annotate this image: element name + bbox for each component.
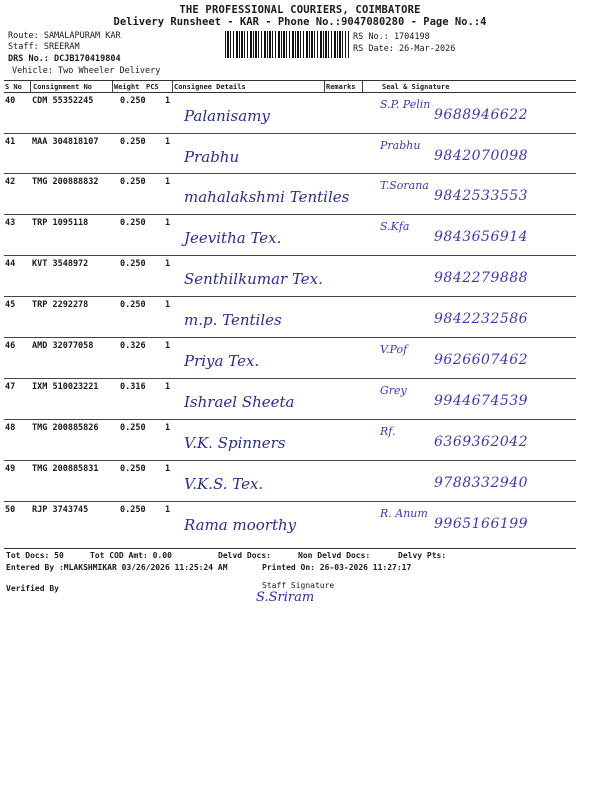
weight-value: 0.250 bbox=[120, 300, 146, 310]
consignment-number: TMG 200885831 bbox=[32, 464, 99, 474]
phone-number: 9842070098 bbox=[434, 148, 529, 164]
table-row bbox=[4, 256, 576, 297]
consignee-name: V.K.S. Tex. bbox=[184, 475, 264, 493]
phone-number: 9843656914 bbox=[434, 229, 529, 245]
pcs-value: 1 bbox=[165, 218, 171, 228]
consignee-name: Prabhu bbox=[184, 148, 240, 166]
consignment-number: TMG 200885826 bbox=[32, 423, 99, 433]
col-weight: Weight bbox=[114, 83, 140, 91]
weight-value: 0.250 bbox=[120, 177, 146, 187]
table-row bbox=[4, 338, 576, 379]
pcs-value: 1 bbox=[165, 137, 171, 147]
consignment-number: IXM 510023221 bbox=[32, 382, 99, 392]
table-row bbox=[4, 174, 576, 215]
weight-value: 0.326 bbox=[120, 341, 146, 351]
col-consignment: Consignment No bbox=[33, 83, 93, 91]
delivery-points: Delvy Pts: bbox=[398, 551, 447, 560]
col-seal: Seal & Signature bbox=[382, 83, 450, 91]
consignment-number: TMG 200888832 bbox=[32, 177, 99, 187]
table-row bbox=[4, 461, 576, 502]
signature: Prabhu bbox=[380, 139, 421, 152]
weight-value: 0.250 bbox=[120, 464, 146, 474]
table-row bbox=[4, 420, 576, 461]
non-delivered-docs: Non Delvd Docs: bbox=[298, 551, 371, 560]
staff-text: Staff: SREERAM bbox=[8, 42, 80, 52]
pcs-value: 1 bbox=[165, 505, 171, 515]
phone-number: 9788332940 bbox=[434, 475, 529, 491]
col-sno: S No bbox=[5, 83, 22, 91]
weight-value: 0.250 bbox=[120, 96, 146, 106]
weight-value: 0.250 bbox=[120, 137, 146, 147]
staff-signature: S.Sriram bbox=[256, 590, 315, 605]
pcs-value: 1 bbox=[165, 341, 171, 351]
staff-signature-label: Staff Signature bbox=[262, 581, 335, 590]
col-consignee: Consignee Details bbox=[174, 83, 246, 91]
phone-number: 9965166199 bbox=[434, 516, 529, 532]
phone-number: 9842279888 bbox=[434, 270, 529, 286]
delivered-docs: Delvd Docs: bbox=[218, 551, 271, 560]
serial-number: 45 bbox=[5, 300, 16, 310]
verified-by: Verified By bbox=[6, 584, 59, 593]
signature: S.P. Pelin bbox=[380, 98, 431, 111]
phone-number: 9842232586 bbox=[434, 311, 529, 327]
table-row bbox=[4, 93, 576, 134]
consignment-number: CDM 55352245 bbox=[32, 96, 94, 106]
signature: Rf. bbox=[380, 425, 396, 438]
pcs-value: 1 bbox=[165, 300, 171, 310]
total-docs: Tot Docs: 50 bbox=[6, 551, 64, 560]
col-remarks: Remarks bbox=[326, 83, 356, 91]
phone-number: 9688946622 bbox=[434, 107, 529, 123]
serial-number: 50 bbox=[5, 505, 16, 515]
table-row bbox=[4, 134, 576, 174]
phone-number: 6369362042 bbox=[434, 434, 529, 450]
weight-value: 0.250 bbox=[120, 423, 146, 433]
pcs-value: 1 bbox=[165, 96, 171, 106]
consignee-name: m.p. Tentiles bbox=[184, 311, 282, 329]
entered-by: Entered By :MLAKSHMIKAR 03/26/2026 11:25:24 AM bbox=[6, 563, 228, 572]
table-row bbox=[4, 502, 576, 550]
col-pcs: PCS bbox=[146, 83, 159, 91]
signature: R. Anum bbox=[380, 507, 428, 520]
signature: T.Sorana bbox=[380, 179, 429, 192]
consignee-name: Ishrael Sheeta bbox=[184, 393, 295, 411]
consignment-number: TRP 2292278 bbox=[32, 300, 89, 310]
weight-value: 0.316 bbox=[120, 382, 146, 392]
table-row bbox=[4, 379, 576, 420]
table-row bbox=[4, 215, 576, 256]
consignment-number: MAA 304818107 bbox=[32, 137, 99, 147]
table-header bbox=[4, 81, 576, 93]
total-cod: Tot COD Amt: 0.00 bbox=[90, 551, 172, 560]
phone-number: 9944674539 bbox=[434, 393, 529, 409]
serial-number: 49 bbox=[5, 464, 16, 474]
company-title: THE PROFESSIONAL COURIERS, COIMBATORE bbox=[179, 4, 421, 16]
serial-number: 43 bbox=[5, 218, 16, 228]
consignee-name: Palanisamy bbox=[184, 107, 270, 125]
pcs-value: 1 bbox=[165, 259, 171, 269]
signature: S.Kfa bbox=[380, 220, 410, 233]
printed-on: Printed On: 26-03-2026 11:27:17 bbox=[262, 563, 412, 572]
weight-value: 0.250 bbox=[120, 505, 146, 515]
phone-number: 9842533553 bbox=[434, 188, 529, 204]
pcs-value: 1 bbox=[165, 423, 171, 433]
pcs-value: 1 bbox=[165, 177, 171, 187]
signature: V.Pof bbox=[380, 343, 408, 356]
table-row bbox=[4, 297, 576, 338]
consignee-name: V.K. Spinners bbox=[184, 434, 286, 452]
barcode-image bbox=[225, 31, 349, 58]
serial-number: 44 bbox=[5, 259, 16, 269]
consignment-number: RJP 3743745 bbox=[32, 505, 89, 515]
runsheet-subtitle: Delivery Runsheet - KAR - Phone No.:9047080280 - Page No.:4 bbox=[113, 16, 487, 28]
consignee-name: Senthilkumar Tex. bbox=[184, 270, 323, 288]
rs-date: RS Date: 26-Mar-2026 bbox=[353, 44, 456, 54]
weight-value: 0.250 bbox=[120, 259, 146, 269]
consignment-number: KVT 3548972 bbox=[32, 259, 89, 269]
pcs-value: 1 bbox=[165, 382, 171, 392]
consignment-number: TRP 1095118 bbox=[32, 218, 89, 228]
serial-number: 42 bbox=[5, 177, 16, 187]
vehicle-text: Vehicle: Two Wheeler Delivery bbox=[12, 66, 161, 76]
consignment-number: AMD 32077058 bbox=[32, 341, 94, 351]
consignee-name: mahalakshmi Tentiles bbox=[184, 188, 350, 206]
weight-value: 0.250 bbox=[120, 218, 146, 228]
route-text: Route: SAMALAPURAM KAR bbox=[8, 31, 121, 41]
serial-number: 40 bbox=[5, 96, 16, 106]
serial-number: 48 bbox=[5, 423, 16, 433]
serial-number: 47 bbox=[5, 382, 16, 392]
phone-number: 9626607462 bbox=[434, 352, 529, 368]
consignee-name: Jeevitha Tex. bbox=[184, 229, 282, 247]
consignee-name: Priya Tex. bbox=[184, 352, 260, 370]
serial-number: 46 bbox=[5, 341, 16, 351]
drs-number: DRS No.: DCJB170419804 bbox=[8, 54, 121, 64]
runsheet-table bbox=[4, 80, 576, 549]
serial-number: 41 bbox=[5, 137, 16, 147]
signature: Grey bbox=[380, 384, 407, 397]
consignee-name: Rama moorthy bbox=[184, 516, 297, 534]
rs-number: RS No.: 1704198 bbox=[353, 32, 430, 42]
pcs-value: 1 bbox=[165, 464, 171, 474]
